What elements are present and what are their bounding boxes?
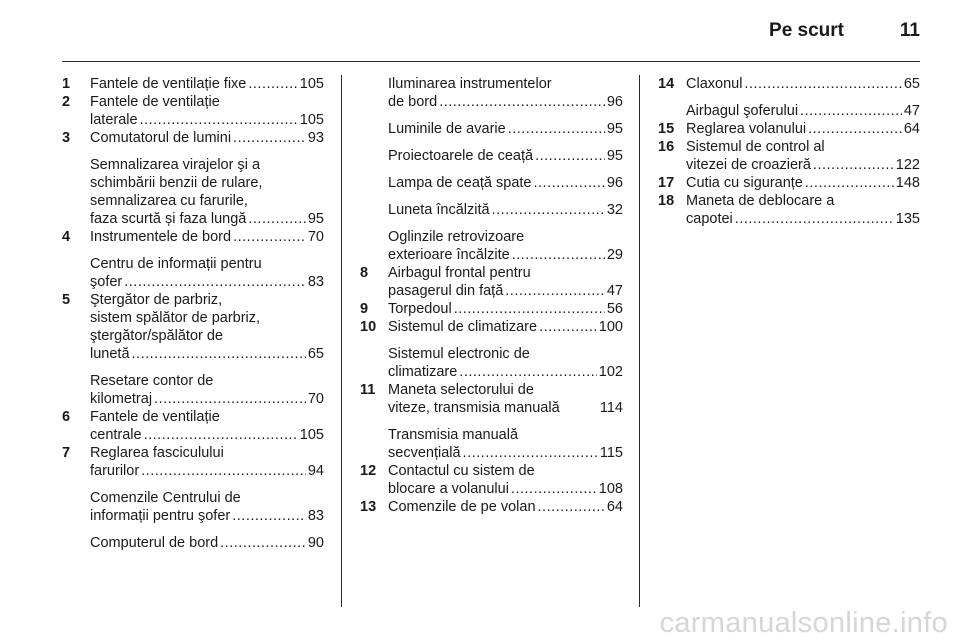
toc-entry <box>62 228 324 246</box>
toc-entry-text: Instrumentele de bord <box>90 229 232 245</box>
toc-entry-number: 13 <box>360 499 377 515</box>
toc-entry <box>360 498 623 516</box>
toc-entry-page: 70 <box>307 229 324 245</box>
toc-entry-page: 29 <box>606 247 623 263</box>
toc-entry <box>360 300 623 318</box>
dot-leader <box>505 282 605 300</box>
dot-leader <box>141 462 306 480</box>
toc-entry-page: 96 <box>606 175 623 191</box>
toc-entry <box>62 372 324 408</box>
toc-entry-last-line <box>388 399 623 417</box>
toc-entry-last-line <box>90 129 324 147</box>
toc-entry-last-line <box>90 228 324 246</box>
toc-entry-page: 114 <box>599 400 623 416</box>
dot-leader <box>248 75 297 93</box>
toc-entry-page: 83 <box>307 274 324 290</box>
toc-entry <box>360 462 623 498</box>
toc-entry-last-line <box>90 210 324 228</box>
toc-entry-number: 16 <box>658 139 675 155</box>
toc-entry-text: farurilor <box>90 463 140 479</box>
toc-entry-page: 135 <box>895 211 920 227</box>
toc-entry-last-line <box>686 102 920 120</box>
toc-entry-text: şofer <box>90 274 123 290</box>
toc-entry <box>360 318 623 336</box>
toc-entry-page: 47 <box>606 283 623 299</box>
toc-entry-text: Contactul cu sistem de <box>388 463 535 479</box>
dot-leader <box>220 534 306 552</box>
toc-entry-text: informații pentru şofer <box>90 508 231 524</box>
toc-entry-last-line <box>90 507 324 525</box>
toc-entry-page: 65 <box>307 346 324 362</box>
toc-entry-text: Comenzile Centrului de <box>90 490 241 506</box>
dot-leader <box>233 228 306 246</box>
dot-leader <box>735 210 894 228</box>
toc-entry-text: Resetare contor de <box>90 373 214 389</box>
toc-entry-last-line <box>388 318 623 336</box>
toc-column-3 <box>658 75 920 607</box>
toc-entry-number: 15 <box>658 121 675 137</box>
toc-entry-last-line <box>90 534 324 552</box>
toc-entry-text: Fantele de ventilație <box>90 94 220 110</box>
toc-entry-text: centrale <box>90 427 142 443</box>
toc-entry-page: 90 <box>307 535 324 551</box>
dot-leader <box>454 300 605 318</box>
toc-entry-last-line <box>686 210 920 228</box>
toc-entry-number: 9 <box>360 301 369 317</box>
toc-entry <box>62 534 324 552</box>
toc-entry-page: 47 <box>903 103 920 119</box>
toc-entry-text: blocare a volanului <box>388 481 509 497</box>
dot-leader <box>132 345 306 363</box>
toc-entry-text: exterioare încălzite <box>388 247 510 263</box>
toc-entry-text: Proiectoarele de ceață <box>388 148 534 164</box>
dot-leader <box>233 129 306 147</box>
toc-entry-last-line <box>388 147 623 165</box>
dot-leader <box>534 174 605 192</box>
toc-column-1 <box>62 75 324 607</box>
toc-entry-text: Luminile de avarie <box>388 121 506 137</box>
toc-entry-page: 95 <box>606 121 623 137</box>
toc-entry <box>658 192 920 228</box>
toc-entry-last-line <box>388 363 623 381</box>
toc-entry-last-line <box>388 444 623 462</box>
dot-leader <box>744 75 901 93</box>
page-title: Pe scurt <box>769 20 844 41</box>
toc-entry-text: Reglarea volanului <box>686 121 807 137</box>
toc-entry-text: ştergător/spălător de <box>90 328 223 344</box>
toc-entry <box>360 120 623 138</box>
toc-entry-last-line <box>90 273 324 291</box>
dot-leader <box>512 246 605 264</box>
toc-entry-text: Maneta de deblocare a <box>686 193 835 209</box>
toc-entry-text: Lampa de ceață spate <box>388 175 532 191</box>
toc-entry-text: sistem spălător de parbriz, <box>90 310 261 326</box>
toc-entry-text: viteze, transmisia manuală <box>388 400 560 416</box>
toc-entry-text: Oglinzile retrovizoare <box>388 229 525 245</box>
column-divider <box>341 75 342 607</box>
toc-entry-number: 10 <box>360 319 377 335</box>
toc-entry-page: 102 <box>598 364 623 380</box>
toc-entry-text: laterale <box>90 112 138 128</box>
toc-entry-last-line <box>388 93 623 111</box>
toc-entry-text: Sistemul de climatizare <box>388 319 538 335</box>
dot-leader <box>539 318 597 336</box>
toc-entry <box>360 147 623 165</box>
toc-entry <box>62 408 324 444</box>
toc-entry-page: 32 <box>606 202 623 218</box>
toc-entry-number: 8 <box>360 265 369 281</box>
toc-entry-number: 3 <box>62 130 71 146</box>
toc-entry-page: 56 <box>606 301 623 317</box>
toc-entry <box>658 102 920 120</box>
toc-entry-text: Torpedoul <box>388 301 452 317</box>
dot-leader <box>248 210 305 228</box>
toc-entry-last-line <box>90 345 324 363</box>
dot-leader <box>439 93 605 111</box>
dot-leader <box>124 273 306 291</box>
dot-leader <box>808 120 902 138</box>
column-divider <box>639 75 640 607</box>
toc-entry <box>62 93 324 129</box>
toc-entry-text: Sistemul de control al <box>686 139 825 155</box>
toc-entry-last-line <box>388 201 623 219</box>
toc-entry-page: 105 <box>299 112 324 128</box>
toc-entry-page: 64 <box>606 499 623 515</box>
toc-entry-last-line <box>388 300 623 318</box>
toc-entry-text: Cutia cu siguranțe <box>686 175 803 191</box>
toc-entry-text: capotei <box>686 211 733 227</box>
toc-entry-text: Ştergător de parbriz, <box>90 292 223 308</box>
toc-entry-number: 14 <box>658 76 675 92</box>
toc-entry-text: Fantele de ventilație <box>90 409 220 425</box>
toc-entry-last-line <box>388 120 623 138</box>
toc-entry <box>360 264 623 300</box>
toc-entry-last-line <box>686 156 920 174</box>
toc-entry-text: de bord <box>388 94 438 110</box>
toc-entry-text: vitezei de croazieră <box>686 157 811 173</box>
toc-entry-last-line <box>686 120 920 138</box>
toc-entry-page: 96 <box>606 94 623 110</box>
toc-entry-page: 105 <box>299 427 324 443</box>
toc-entry <box>62 129 324 147</box>
toc-entry-text: Computerul de bord <box>90 535 219 551</box>
toc-entry-text: schimbării benzii de rulare, <box>90 175 263 191</box>
toc-entry-number: 11 <box>360 382 376 398</box>
toc-entry-last-line <box>90 75 324 93</box>
toc-entry-page: 93 <box>307 130 324 146</box>
toc-entry-text: climatizare <box>388 364 458 380</box>
toc-entry-text: Semnalizarea virajelor şi a <box>90 157 261 173</box>
toc-entry <box>62 444 324 480</box>
toc-entry-page: 95 <box>606 148 623 164</box>
toc-entry <box>360 426 623 462</box>
toc-entry-text: Airbagul frontal pentru <box>388 265 531 281</box>
toc-entry-text: Reglarea fasciculului <box>90 445 224 461</box>
toc-entry-last-line <box>90 390 324 408</box>
dot-leader <box>144 426 298 444</box>
toc-entry <box>658 75 920 93</box>
toc-entry-text: semnalizarea cu farurile, <box>90 193 248 209</box>
toc-entry-text: Sistemul electronic de <box>388 346 530 362</box>
dot-leader <box>140 111 298 129</box>
toc-entry <box>658 174 920 192</box>
dot-leader <box>154 390 306 408</box>
dot-leader <box>508 120 605 138</box>
page-header <box>62 0 920 62</box>
dot-leader <box>800 102 902 120</box>
dot-leader <box>463 444 598 462</box>
toc-entry-page: 64 <box>903 121 920 137</box>
toc-entry <box>360 75 623 111</box>
toc-entry-page: 105 <box>299 76 324 92</box>
toc-entry <box>360 345 623 381</box>
toc-entry <box>62 291 324 363</box>
toc-entry-page: 115 <box>599 445 623 461</box>
toc-entry <box>658 120 920 138</box>
toc-entry-page: 100 <box>598 319 623 335</box>
toc-entry <box>62 156 324 228</box>
dot-leader <box>535 147 605 165</box>
toc-entry-page: 148 <box>895 175 920 191</box>
dot-leader <box>511 480 597 498</box>
toc-entry-last-line <box>90 111 324 129</box>
toc-entry-number: 2 <box>62 94 71 110</box>
dot-leader <box>492 201 605 219</box>
toc-entry-text: Comutatorul de lumini <box>90 130 232 146</box>
toc-entry-number: 17 <box>658 175 675 191</box>
toc-entry-page: 65 <box>903 76 920 92</box>
toc-entry-page: 94 <box>307 463 324 479</box>
toc-entry-number: 18 <box>658 193 675 209</box>
dot-leader <box>232 507 306 525</box>
toc-entry-page: 83 <box>307 508 324 524</box>
toc-entry-last-line <box>90 426 324 444</box>
toc-entry-text: faza scurtă și faza lungă <box>90 211 247 227</box>
toc-entry-number: 6 <box>62 409 71 425</box>
toc-entry <box>360 381 623 417</box>
dot-leader <box>805 174 894 192</box>
toc-entry-text: Transmisia manuală <box>388 427 519 443</box>
toc-entry-text: Claxonul <box>686 76 743 92</box>
toc-entry-page: 95 <box>307 211 324 227</box>
toc-entry-text: pasagerul din față <box>388 283 504 299</box>
toc-entry <box>658 138 920 174</box>
toc-entry-text: Comenzile de pe volan <box>388 499 536 515</box>
toc-entry-text: Luneta încălzită <box>388 202 490 218</box>
toc-entry-text: secvențială <box>388 445 461 461</box>
toc-entry-text: Centru de informații pentru <box>90 256 262 272</box>
toc-entry-number: 12 <box>360 463 377 479</box>
toc-entry <box>62 255 324 291</box>
toc-entry-text: Maneta selectorului de <box>388 382 534 398</box>
toc-entry-last-line <box>90 462 324 480</box>
toc-entry-last-line <box>388 480 623 498</box>
toc-entry-last-line <box>388 174 623 192</box>
toc-entry-page: 122 <box>895 157 920 173</box>
dot-leader <box>813 156 894 174</box>
dot-leader <box>459 363 597 381</box>
page-number: 11 <box>899 20 920 41</box>
toc-entry-number: 7 <box>62 445 71 461</box>
dot-leader <box>538 498 605 516</box>
toc-entry-text: Airbagul şoferului <box>686 103 799 119</box>
toc-entry-last-line <box>388 282 623 300</box>
toc-entry-last-line <box>686 174 920 192</box>
toc-entry-number: 5 <box>62 292 71 308</box>
toc-entry-last-line <box>388 498 623 516</box>
toc-entry <box>360 201 623 219</box>
toc-entry-page: 70 <box>307 391 324 407</box>
toc-entry-number: 4 <box>62 229 71 245</box>
toc-entry-text: lunetă <box>90 346 130 362</box>
toc-entry <box>62 75 324 93</box>
toc-entry <box>360 174 623 192</box>
toc-entry-number: 1 <box>62 76 71 92</box>
toc-entry <box>62 489 324 525</box>
toc-entry-last-line <box>686 75 920 93</box>
toc-entry-text: kilometraj <box>90 391 153 407</box>
toc-entry-last-line <box>388 246 623 264</box>
toc-entry-text: Fantele de ventilație fixe <box>90 76 247 92</box>
watermark: carmanualsonline.info <box>659 607 948 639</box>
toc-entry-page: 108 <box>598 481 623 497</box>
toc-entry-text: Iluminarea instrumentelor <box>388 76 552 92</box>
toc-entry <box>360 228 623 264</box>
toc-column-2 <box>360 75 623 607</box>
